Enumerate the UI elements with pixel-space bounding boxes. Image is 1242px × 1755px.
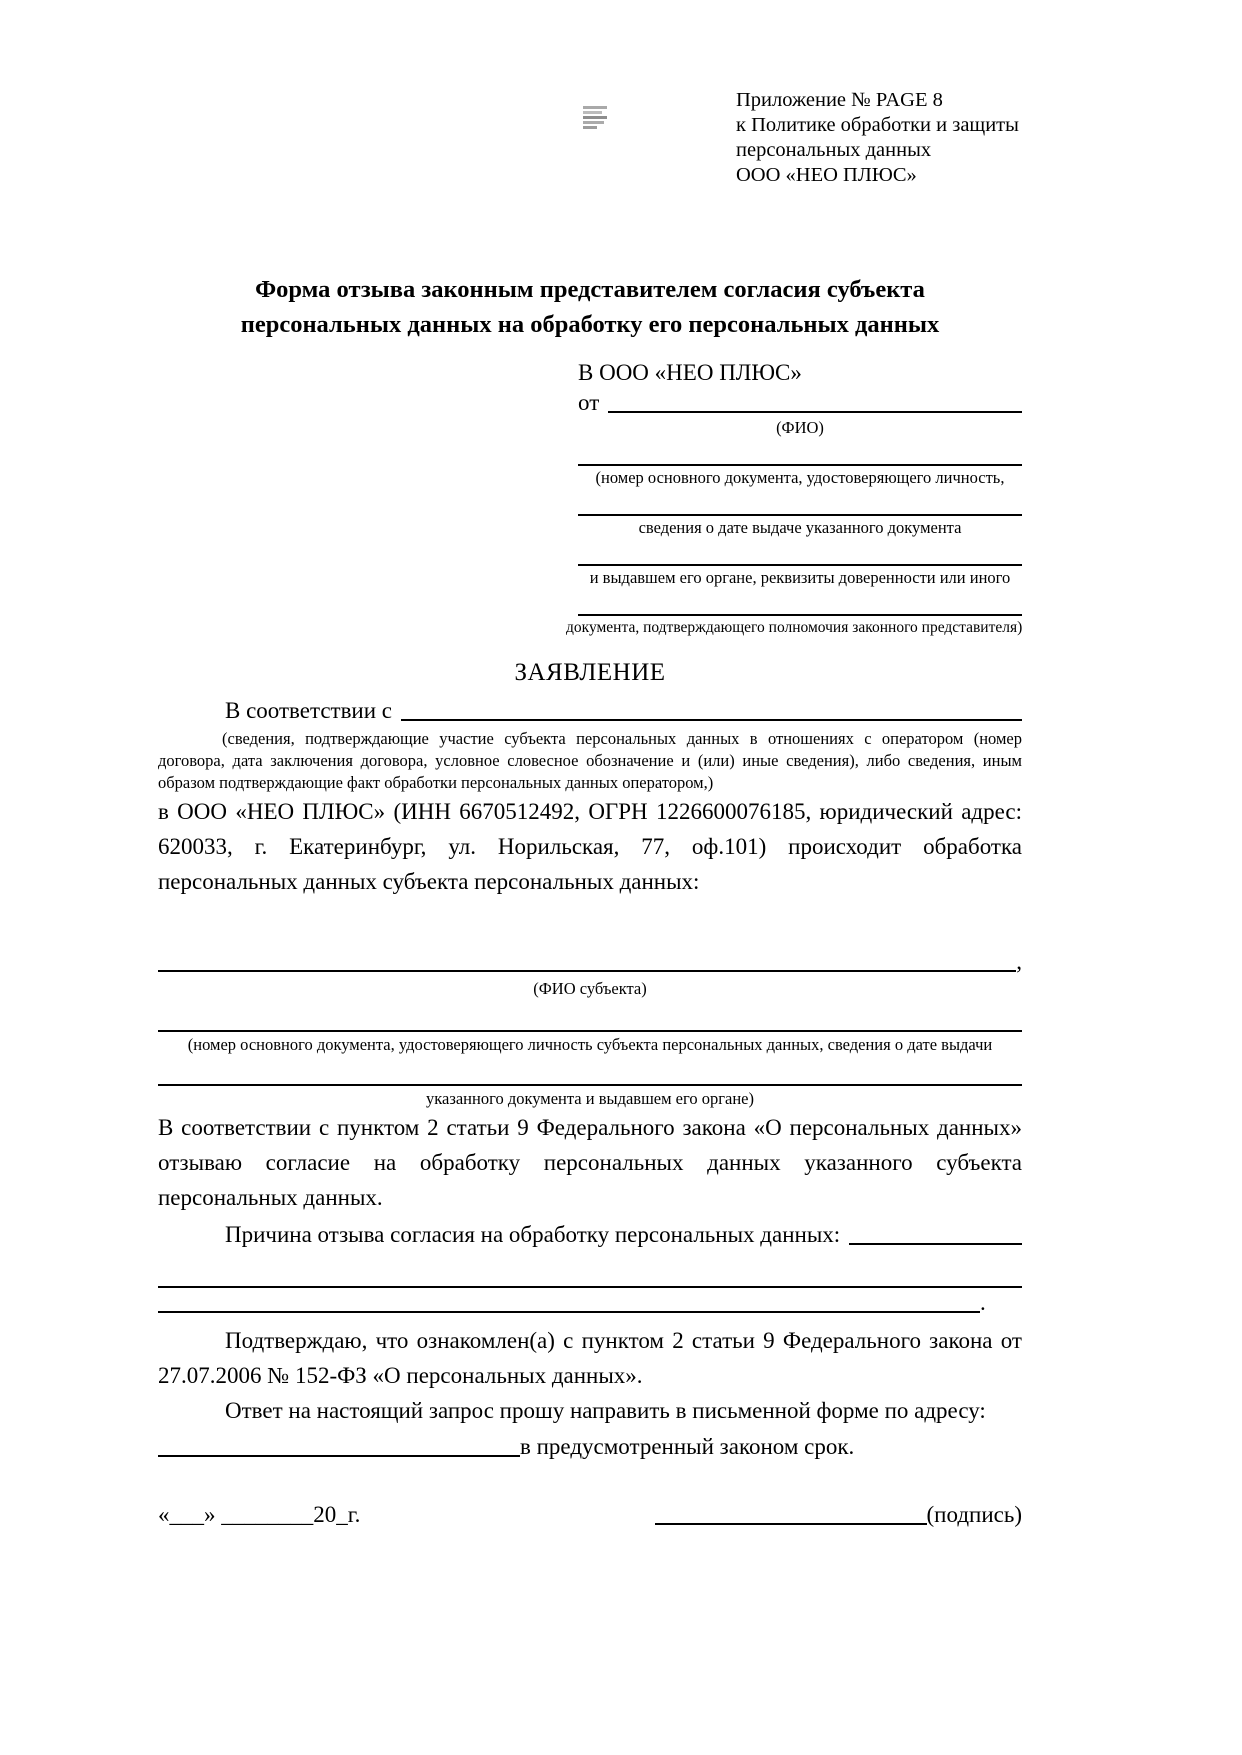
accordance-label: В соответствии с	[225, 698, 393, 724]
subject-fio-caption: (ФИО субъекта)	[533, 979, 647, 998]
subject-fio-comma: ,	[1016, 949, 1022, 975]
doc-blank-line-2	[578, 488, 1022, 516]
appendix-header-line-1: Приложение № PAGE 8	[736, 89, 943, 111]
document-title-line-2: персональных данных на обработку его персональных данных	[240, 311, 940, 338]
appendix-header-line-4: ООО «НЕО ПЛЮС»	[736, 164, 917, 186]
doc-caption-4: документа, подтверждающего полномочия законного представителя)	[566, 619, 1023, 636]
signature-blank-line	[655, 1523, 927, 1525]
doc-caption-2: сведения о дате выдаче указанного документа	[638, 518, 962, 537]
fio-blank-line	[608, 411, 1022, 413]
appendix-header-line-2: к Политике обработки и защиты	[736, 114, 1019, 136]
addressee-block	[566, 358, 1023, 638]
fio-caption: (ФИО)	[776, 418, 824, 437]
subject-fio-row	[158, 951, 1022, 977]
document-title-line-1: Форма отзыва законным представителем согласия субъекта	[255, 276, 925, 303]
reply-address-blank-line	[158, 1455, 520, 1457]
signature-block	[655, 1500, 1022, 1530]
reason-blank-line-3	[158, 1311, 980, 1313]
doc-blank-line-1	[578, 438, 1022, 466]
accordance-caption: (сведения, подтверждающие участие субъекта персональных данных в отношениях с оператором (номер договора, дата заключения договора, условное словесное обозначение и (или) иные сведения), либо сведения, иным образом подтверждающие факт обработки персональных данных оператором,)	[158, 729, 1022, 792]
accordance-row	[158, 694, 1022, 726]
reply-tail-text: в предусмотренный законом срок.	[520, 1434, 855, 1460]
reply-request-paragraph: Ответ на настоящий запрос прошу направить в письменной форме по адресу:	[225, 1398, 986, 1423]
accordance-blank-line	[401, 719, 1022, 721]
reason-row	[158, 1215, 1022, 1250]
doc-caption-1: (номер основного документа, удостоверяющего личность,	[595, 468, 1005, 487]
page-header	[158, 88, 1022, 192]
reason-blank-line	[849, 1243, 1022, 1245]
signature-caption: (подпись)	[926, 1502, 1022, 1528]
appendix-header-line-3: персональных данных	[736, 139, 932, 161]
withdrawal-paragraph: В соответствии с пунктом 2 статьи 9 Федерального закона «О персональных данных» отзываю согласие на обработку персональных данных указанного субъекта персональных данных.	[158, 1115, 1022, 1210]
blank-line-period: .	[980, 1290, 986, 1316]
addressee-to: В ООО «НЕО ПЛЮС»	[578, 360, 802, 385]
lines-icon	[583, 106, 609, 130]
reason-blank-line-2	[158, 1250, 1022, 1288]
reason-blank-row-3	[158, 1288, 1022, 1318]
operator-paragraph: в ООО «НЕО ПЛЮС» (ИНН 6670512492, ОГРН 1226600076185, юридический адрес: 620033, г. Екатеринбург, ул. Норильская, 77, оф.101) происходит обработка персональных данных субъекта персональных данных:	[158, 799, 1022, 894]
doc-caption-3: и выдавшем его органе, реквизиты доверенности или иного	[589, 568, 1011, 587]
subject-doc-caption-1: (номер основного документа, удостоверяющего личность субъекта персональных данных, сведения о дате выдачи	[187, 1035, 993, 1054]
subject-doc-blank-line-1	[158, 1000, 1022, 1032]
subject-doc-caption-2: указанного документа и выдавшем его органе)	[426, 1089, 754, 1108]
footer	[158, 1494, 1022, 1530]
doc-blank-line-3	[578, 538, 1022, 566]
document-title	[158, 272, 1022, 342]
doc-blank-line-4	[578, 588, 1022, 616]
date-line: «___» ________20_г.	[158, 1502, 361, 1528]
reply-address-row	[158, 1428, 1022, 1462]
reason-label: Причина отзыва согласия на обработку персональных данных:	[225, 1222, 841, 1248]
confirmation-paragraph: Подтверждаю, что ознакомлен(а) с пунктом 2 статьи 9 Федерального закона от 27.07.2006 № 152-ФЗ «О персональных данных».	[158, 1328, 1022, 1388]
appendix-header	[736, 88, 1036, 188]
subject-fio-blank-line	[158, 970, 1016, 972]
from-label: от	[578, 390, 600, 416]
addressee-from-row	[578, 388, 1022, 418]
statement-heading: ЗАЯВЛЕНИЕ	[514, 659, 666, 686]
subject-doc-blank-line-2	[158, 1056, 1022, 1086]
